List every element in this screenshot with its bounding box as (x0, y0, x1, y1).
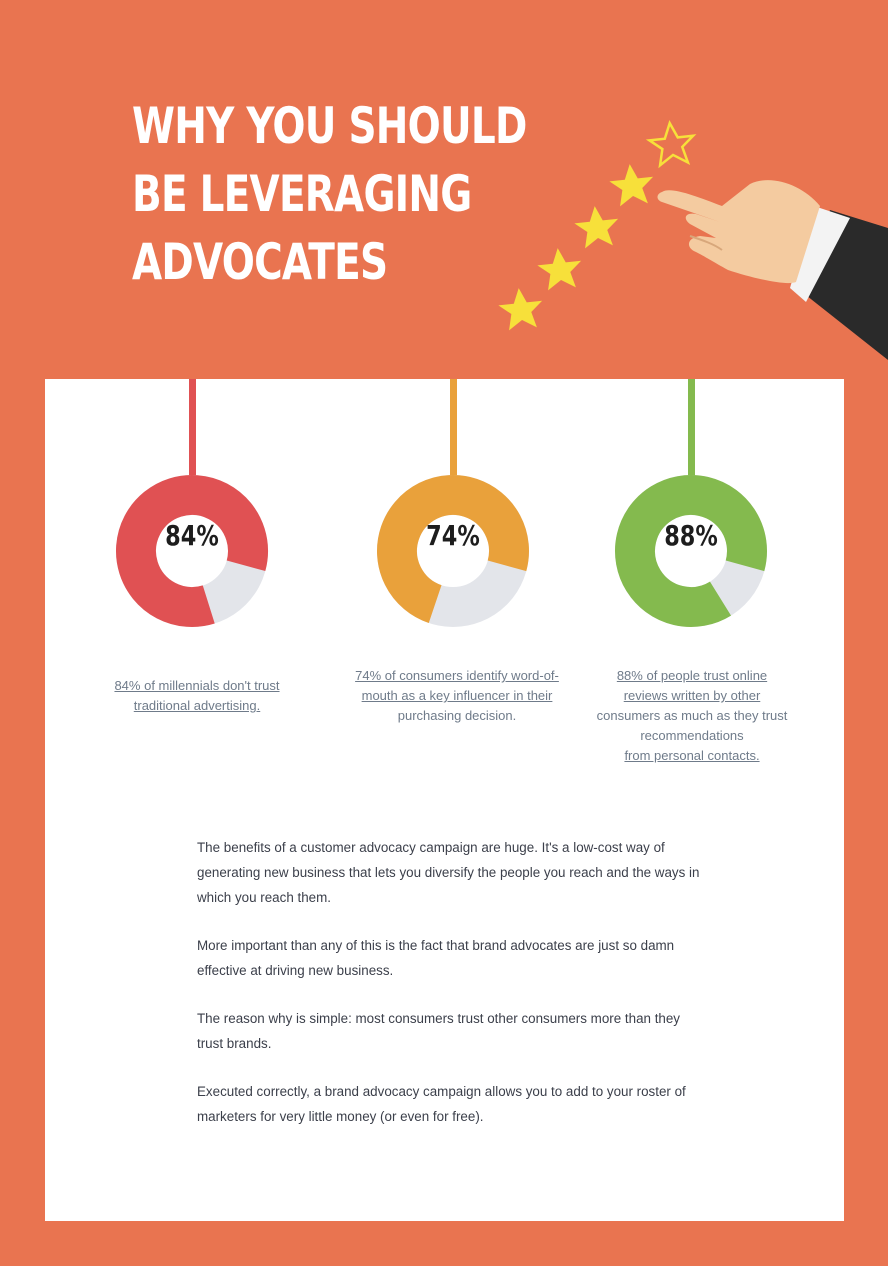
donut-chart (115, 379, 269, 629)
title-line-3: ADVOCATES (132, 233, 388, 291)
star-icon (536, 246, 584, 291)
body-paragraph: The reason why is simple: most consumers trust other consumers more than they trust brands. (197, 1011, 680, 1051)
hanging-string (189, 379, 196, 476)
caption-line[interactable]: mouth as a key influencer in their (361, 688, 553, 703)
content-card (45, 379, 844, 1221)
percent-label: 88% (664, 519, 718, 552)
stat-88-percent (614, 379, 834, 629)
caption-line[interactable]: 88% of people trust online (616, 668, 768, 683)
body-paragraph: Executed correctly, a brand advocacy campaign allows you to add to your roster of marketers for very little money (or even for free). (197, 1084, 686, 1124)
caption-88[interactable] (577, 666, 807, 766)
donut-chart (614, 379, 768, 629)
caption-line: consumers as much as they trust (596, 708, 788, 723)
caption-line[interactable]: 74% of consumers identify word-of- (355, 668, 559, 683)
page-title (132, 92, 527, 296)
star-icon (608, 162, 656, 207)
donut-chart (376, 379, 530, 629)
hanging-string (688, 379, 695, 476)
body-paragraph: The benefits of a customer advocacy campaign are huge. It's a low-cost way of generating new business that lets you diversify the people you reach and the ways in which you reach them. (197, 840, 700, 905)
caption-line[interactable]: 84% of millennials don't trust (114, 678, 280, 693)
body-text (197, 835, 707, 1152)
hand (658, 180, 821, 283)
caption-line[interactable]: from personal contacts. (624, 748, 760, 763)
caption-74[interactable] (332, 666, 582, 726)
caption-line: purchasing decision. (397, 708, 517, 723)
percent-label: 84% (165, 519, 219, 552)
body-paragraph: More important than any of this is the fact that brand advocates are just so damn effective at driving new business. (197, 938, 675, 978)
star-icon (497, 286, 545, 331)
title-line-1: WHY YOU SHOULD (132, 97, 527, 155)
stat-74-percent (376, 379, 596, 629)
hanging-string (450, 379, 457, 476)
percent-label: 74% (426, 519, 480, 552)
stat-84-percent (115, 379, 335, 629)
caption-line[interactable]: reviews written by other (623, 688, 761, 703)
hand-pointing-at-stars-illustration (490, 110, 888, 380)
caption-line: recommendations (640, 728, 744, 743)
title-line-2: BE LEVERAGING (132, 165, 472, 223)
caption-84[interactable] (87, 676, 307, 716)
star-outline-icon (648, 121, 696, 166)
caption-line[interactable]: traditional advertising. (133, 698, 261, 713)
star-icon (573, 204, 621, 249)
